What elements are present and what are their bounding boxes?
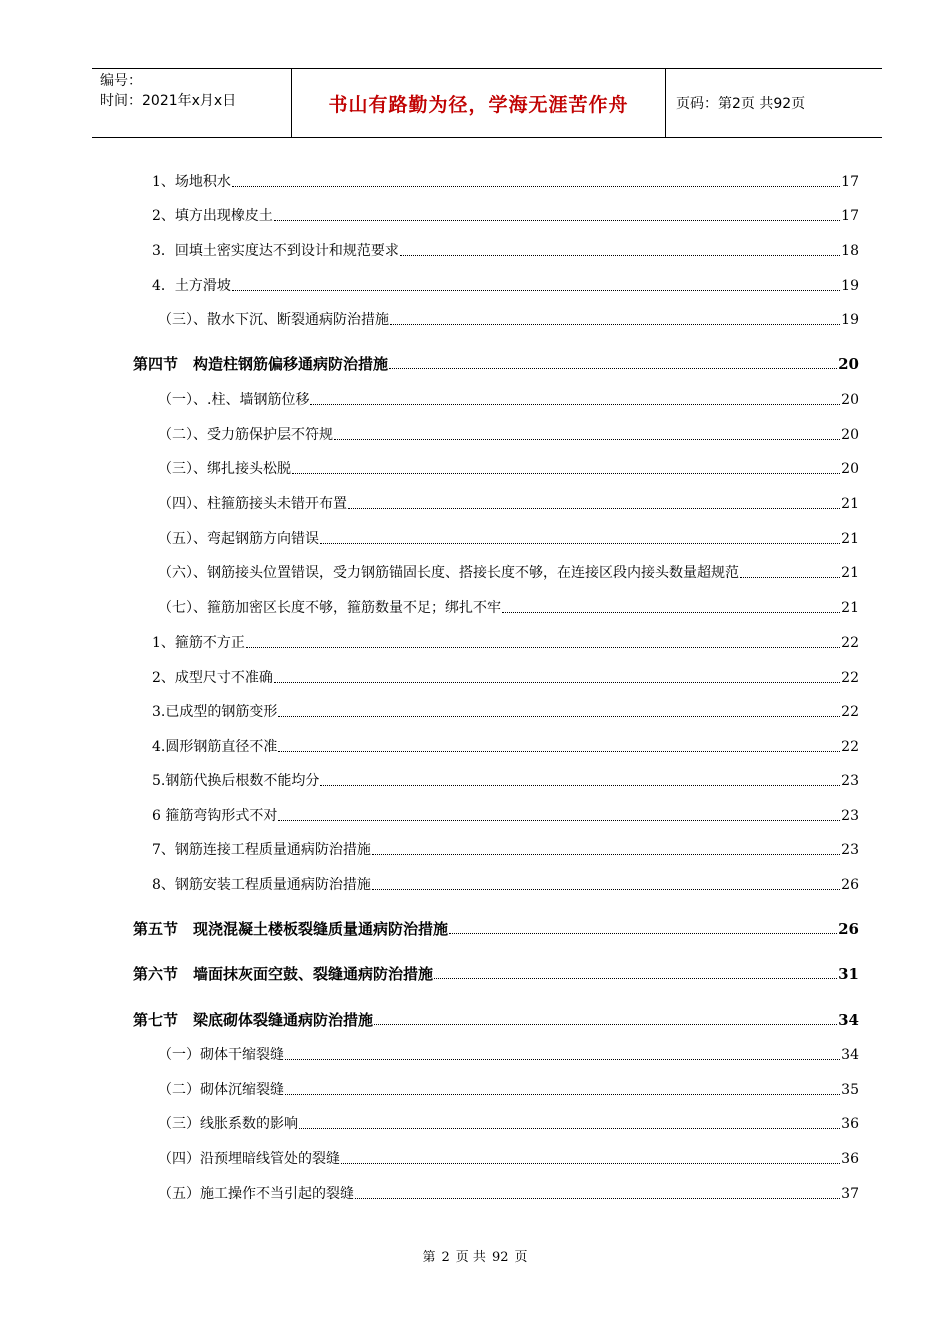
toc-entry[interactable] — [158, 1043, 859, 1065]
page-header — [92, 68, 882, 138]
toc-leader-dots — [274, 681, 840, 683]
toc-entry[interactable] — [158, 457, 859, 479]
toc-page-number: 20 — [841, 392, 859, 408]
toc-page-number: 23 — [841, 808, 859, 824]
toc-page-number: 19 — [841, 278, 859, 294]
toc-leader-dots — [320, 784, 840, 786]
toc-entry-title: （二）、受力筋保护层不符规 — [158, 427, 333, 443]
toc-entry-title: 1、箍筋不方正 — [152, 635, 245, 651]
toc-leader-dots — [355, 1197, 840, 1199]
toc-leader-dots — [449, 932, 837, 934]
toc-entry-title: 4.圆形钢筋直径不准 — [152, 739, 278, 755]
toc-leader-dots — [292, 472, 840, 474]
toc-entry-title: 3.已成型的钢筋变形 — [152, 704, 278, 720]
toc-leader-dots — [374, 1023, 837, 1025]
footer-suffix: 页 — [514, 1250, 528, 1265]
toc-entry[interactable] — [152, 838, 859, 860]
toc-leader-dots — [274, 219, 840, 221]
footer-page-number: 2 — [441, 1250, 450, 1265]
toc-leader-dots — [400, 254, 840, 256]
toc-leader-dots — [246, 646, 840, 648]
toc-entry-title: （四）沿预埋暗线管处的裂缝 — [158, 1151, 340, 1167]
toc-page-number: 20 — [841, 427, 859, 443]
toc-entry-title: 第七节 梁底砌体裂缝通病防治措施 — [133, 1011, 374, 1029]
toc-page-number: 20 — [838, 355, 859, 373]
toc-leader-dots — [285, 1093, 840, 1095]
toc-page-number: 26 — [838, 920, 859, 938]
toc-page-number: 34 — [841, 1047, 859, 1063]
toc-page-number: 22 — [841, 635, 859, 651]
toc-entry-title: （三）线胀系数的影响 — [158, 1116, 298, 1132]
toc-entry-title: （三）、绑扎接头松脱 — [158, 461, 291, 477]
toc-entry-title: 3．回填土密实度达不到设计和规范要求 — [152, 243, 399, 259]
toc-entry[interactable] — [152, 804, 859, 826]
toc-entry[interactable] — [158, 308, 859, 330]
toc-entry-title: 第四节 构造柱钢筋偏移通病防治措施 — [133, 355, 389, 373]
toc-entry-title: 2、成型尺寸不准确 — [152, 670, 273, 686]
toc-section-entry[interactable] — [133, 352, 859, 374]
toc-page-number: 26 — [841, 877, 859, 893]
toc-entry[interactable] — [158, 492, 859, 514]
toc-page-number: 37 — [841, 1186, 859, 1202]
toc-leader-dots — [334, 438, 840, 440]
toc-page-number: 23 — [841, 773, 859, 789]
toc-leader-dots — [232, 289, 840, 291]
toc-entry-title: 7、钢筋连接工程质量通病防治措施 — [152, 842, 371, 858]
toc-entry[interactable] — [152, 666, 859, 688]
toc-entry[interactable] — [152, 700, 859, 722]
toc-entry-title: （一）、.柱、墙钢筋位移 — [158, 392, 310, 408]
toc-section-entry[interactable] — [133, 1008, 859, 1030]
toc-entry[interactable] — [152, 631, 859, 653]
toc-leader-dots — [389, 367, 837, 369]
toc-page-number: 36 — [841, 1151, 859, 1167]
toc-page-number: 21 — [841, 531, 859, 547]
toc-page-number: 36 — [841, 1116, 859, 1132]
toc-entry-title: （二）砌体沉缩裂缝 — [158, 1082, 284, 1098]
toc-page-number: 21 — [841, 565, 859, 581]
toc-page-number: 17 — [841, 208, 859, 224]
toc-entry[interactable] — [158, 1147, 859, 1169]
toc-entry-title: 2、填方出现橡皮土 — [152, 208, 273, 224]
page-footer — [0, 1246, 950, 1265]
toc-entry[interactable] — [152, 170, 859, 192]
toc-page-number: 20 — [841, 461, 859, 477]
toc-entry[interactable] — [158, 423, 859, 445]
toc-entry-title: 8、钢筋安装工程质量通病防治措施 — [152, 877, 371, 893]
toc-leader-dots — [434, 977, 837, 979]
header-page-label: 页码：第2页 共92页 — [676, 96, 806, 112]
toc-leader-dots — [372, 853, 840, 855]
toc-page-number: 21 — [841, 496, 859, 512]
toc-page-number: 31 — [838, 965, 859, 983]
toc-page-number: 17 — [841, 174, 859, 190]
toc-entry[interactable] — [158, 1078, 859, 1100]
toc-entry-title: （三）、散水下沉、断裂通病防治措施 — [158, 312, 389, 328]
footer-mid: 页 共 — [455, 1250, 486, 1265]
toc-entry-title: 第六节 墙面抹灰面空鼓、裂缝通病防治措施 — [133, 965, 434, 983]
toc-entry[interactable] — [158, 561, 859, 583]
footer-total-pages: 92 — [491, 1250, 509, 1265]
number-label: 编号： — [100, 73, 142, 89]
toc-page-number: 22 — [841, 739, 859, 755]
toc-leader-dots — [341, 1162, 840, 1164]
toc-page-number: 22 — [841, 704, 859, 720]
toc-page-number: 34 — [838, 1011, 859, 1029]
toc-leader-dots — [502, 611, 840, 613]
toc-page-number: 18 — [841, 243, 859, 259]
toc-page-number: 23 — [841, 842, 859, 858]
toc-entry-title: 4．土方滑坡 — [152, 278, 231, 294]
toc-leader-dots — [310, 403, 840, 405]
toc-leader-dots — [278, 750, 840, 752]
toc-leader-dots — [372, 888, 840, 890]
toc-leader-dots — [299, 1127, 840, 1129]
toc-section-entry[interactable] — [133, 962, 859, 984]
toc-entry-title: （七）、箍筋加密区长度不够，箍筋数量不足；绑扎不牢 — [158, 600, 501, 616]
toc-entry-title: 6 箍筋弯钩形式不对 — [152, 808, 278, 824]
toc-entry[interactable] — [152, 274, 859, 296]
header-motto: 书山有路勤为径，学海无涯苦作舟 — [292, 69, 666, 137]
toc-leader-dots — [232, 185, 840, 187]
toc-entry[interactable] — [158, 1112, 859, 1134]
toc-entry-title: （六）、钢筋接头位置错误，受力钢筋锚固长度、搭接长度不够，在连接区段内接头数量超规范 — [158, 565, 739, 581]
toc-entry-title: （五）、弯起钢筋方向错误 — [158, 531, 319, 547]
toc-leader-dots — [278, 819, 840, 821]
footer-prefix: 第 — [422, 1250, 436, 1265]
toc-entry[interactable] — [158, 527, 859, 549]
toc-page-number: 35 — [841, 1082, 859, 1098]
toc-leader-dots — [348, 507, 840, 509]
toc-leader-dots — [278, 715, 840, 717]
toc-entry-title: （四）、柱箍筋接头未错开布置 — [158, 496, 347, 512]
toc-leader-dots — [320, 542, 840, 544]
toc-leader-dots — [740, 576, 840, 578]
toc-entry[interactable] — [152, 769, 859, 791]
toc-page-number: 19 — [841, 312, 859, 328]
toc-entry[interactable] — [158, 1182, 859, 1204]
toc-leader-dots — [285, 1058, 840, 1060]
toc-section-entry[interactable] — [133, 917, 859, 939]
toc-leader-dots — [390, 323, 840, 325]
toc-entry-title: 5.钢筋代换后根数不能均分 — [152, 773, 320, 789]
toc-entry[interactable] — [152, 873, 859, 895]
header-meta — [92, 69, 292, 137]
toc-entry[interactable] — [152, 735, 859, 757]
toc-entry[interactable] — [158, 596, 859, 618]
toc-entry[interactable] — [158, 388, 859, 410]
toc-entry[interactable] — [152, 204, 859, 226]
toc-page-number: 21 — [841, 600, 859, 616]
toc-entry-title: 第五节 现浇混凝土楼板裂缝质量通病防治措施 — [133, 920, 449, 938]
toc-page-number: 22 — [841, 670, 859, 686]
toc-entry-title: 1、场地积水 — [152, 174, 231, 190]
toc-entry-title: （五）施工操作不当引起的裂缝 — [158, 1186, 354, 1202]
toc-entry[interactable] — [152, 239, 859, 261]
time-label: 时间：2021年x月x日 — [100, 93, 237, 109]
toc-entry-title: （一）砌体干缩裂缝 — [158, 1047, 284, 1063]
